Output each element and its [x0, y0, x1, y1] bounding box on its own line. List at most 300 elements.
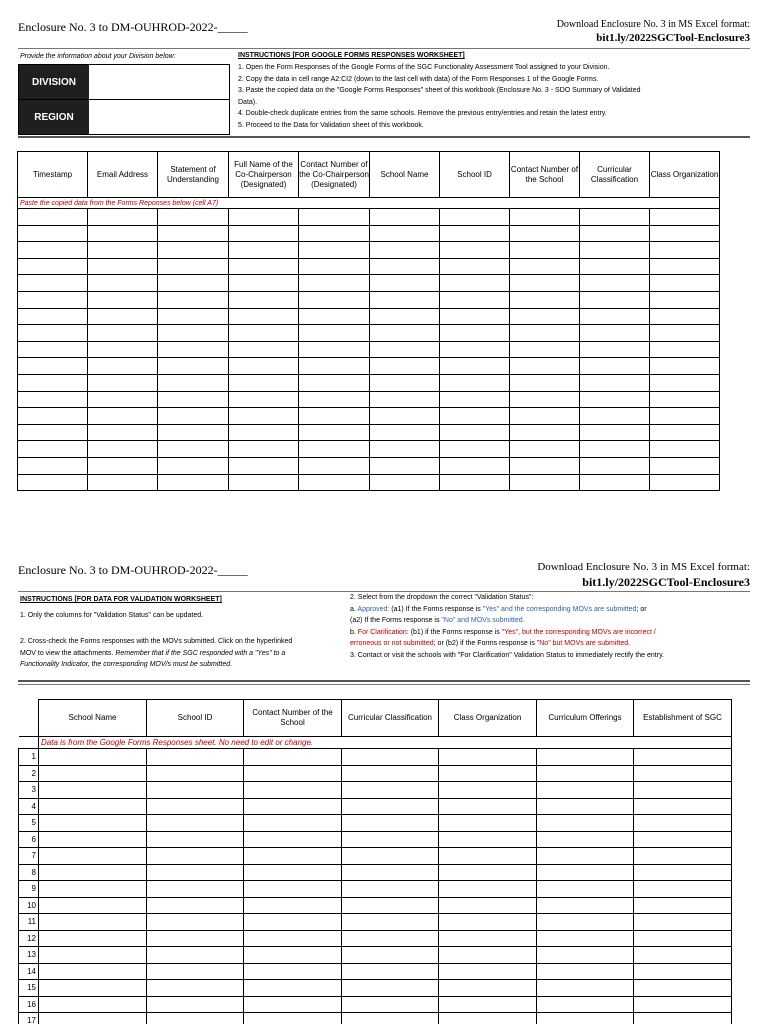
- table-cell[interactable]: [229, 209, 299, 226]
- table-cell[interactable]: [537, 996, 634, 1013]
- division-input[interactable]: [89, 65, 229, 99]
- table-cell[interactable]: [537, 848, 634, 865]
- table-cell[interactable]: [650, 291, 720, 308]
- table-cell[interactable]: [39, 980, 147, 997]
- table-cell[interactable]: [510, 474, 580, 491]
- table-cell[interactable]: [650, 225, 720, 242]
- table-cell[interactable]: [158, 424, 229, 441]
- table-cell[interactable]: [299, 291, 370, 308]
- table-cell[interactable]: [229, 225, 299, 242]
- table-cell[interactable]: [537, 798, 634, 815]
- table-cell[interactable]: [440, 441, 510, 458]
- table-cell[interactable]: [510, 341, 580, 358]
- table-cell[interactable]: [439, 782, 537, 799]
- table-cell[interactable]: [580, 341, 650, 358]
- table-cell[interactable]: [634, 864, 732, 881]
- table-cell[interactable]: [299, 441, 370, 458]
- table-cell[interactable]: [580, 291, 650, 308]
- table-cell[interactable]: [634, 914, 732, 931]
- table-cell[interactable]: [147, 914, 244, 931]
- table-cell[interactable]: [370, 225, 440, 242]
- table-cell[interactable]: [39, 914, 147, 931]
- table-cell[interactable]: [580, 474, 650, 491]
- table-cell[interactable]: [158, 341, 229, 358]
- region-input[interactable]: [89, 100, 229, 134]
- table-cell[interactable]: [18, 391, 88, 408]
- table-cell[interactable]: [299, 457, 370, 474]
- table-cell[interactable]: [244, 831, 342, 848]
- table-cell[interactable]: [244, 765, 342, 782]
- table-cell[interactable]: [229, 242, 299, 259]
- table-cell[interactable]: [440, 242, 510, 259]
- table-cell[interactable]: [537, 1013, 634, 1024]
- table-cell[interactable]: [634, 848, 732, 865]
- table-cell[interactable]: [650, 457, 720, 474]
- table-cell[interactable]: [229, 325, 299, 342]
- table-cell[interactable]: [158, 408, 229, 425]
- table-cell[interactable]: [88, 291, 158, 308]
- table-cell[interactable]: [440, 358, 510, 375]
- table-cell[interactable]: [510, 391, 580, 408]
- table-cell[interactable]: [18, 341, 88, 358]
- table-cell[interactable]: [370, 325, 440, 342]
- provide-info-label: Provide the information about your Division below:: [20, 53, 176, 60]
- table-cell[interactable]: [88, 209, 158, 226]
- table-cell[interactable]: [650, 258, 720, 275]
- table-cell[interactable]: [510, 457, 580, 474]
- table-cell[interactable]: [510, 358, 580, 375]
- table-cell[interactable]: [147, 749, 244, 766]
- table-cell[interactable]: [18, 325, 88, 342]
- table-cell[interactable]: [39, 765, 147, 782]
- table-cell[interactable]: [299, 408, 370, 425]
- table-cell[interactable]: [580, 391, 650, 408]
- table-cell[interactable]: [634, 996, 732, 1013]
- table-cell[interactable]: [634, 980, 732, 997]
- table-cell[interactable]: [158, 209, 229, 226]
- table-cell[interactable]: [88, 474, 158, 491]
- table-cell[interactable]: [439, 980, 537, 997]
- table-cell[interactable]: [537, 881, 634, 898]
- table-cell[interactable]: [39, 930, 147, 947]
- table-cell[interactable]: [440, 291, 510, 308]
- table-cell[interactable]: [440, 209, 510, 226]
- table-cell[interactable]: [537, 864, 634, 881]
- table-cell[interactable]: [580, 308, 650, 325]
- table-cell[interactable]: [88, 325, 158, 342]
- table-cell[interactable]: [510, 209, 580, 226]
- table-cell[interactable]: [510, 374, 580, 391]
- table-cell[interactable]: [18, 408, 88, 425]
- table-cell[interactable]: [510, 291, 580, 308]
- table-cell[interactable]: [158, 242, 229, 259]
- table-cell[interactable]: [650, 341, 720, 358]
- table-cell[interactable]: [147, 930, 244, 947]
- table-cell[interactable]: [580, 457, 650, 474]
- table-cell[interactable]: [510, 441, 580, 458]
- table-cell[interactable]: [537, 914, 634, 931]
- table-cell[interactable]: [439, 963, 537, 980]
- table-cell[interactable]: [229, 341, 299, 358]
- table-cell[interactable]: [342, 947, 439, 964]
- table-cell[interactable]: [342, 881, 439, 898]
- table-cell[interactable]: [147, 980, 244, 997]
- table-cell[interactable]: [88, 408, 158, 425]
- table-cell[interactable]: [158, 391, 229, 408]
- table-cell[interactable]: [88, 275, 158, 292]
- table-cell[interactable]: [370, 391, 440, 408]
- table-cell[interactable]: [580, 408, 650, 425]
- table-cell[interactable]: [39, 864, 147, 881]
- table-cell[interactable]: [634, 831, 732, 848]
- table-cell[interactable]: [342, 848, 439, 865]
- table-cell[interactable]: [299, 258, 370, 275]
- table-cell[interactable]: [299, 341, 370, 358]
- table-cell[interactable]: [580, 275, 650, 292]
- table-cell[interactable]: [370, 341, 440, 358]
- table-cell[interactable]: [88, 457, 158, 474]
- table-cell[interactable]: [580, 325, 650, 342]
- table-cell[interactable]: [147, 831, 244, 848]
- table-cell[interactable]: [510, 408, 580, 425]
- table-cell[interactable]: [244, 782, 342, 799]
- table-cell[interactable]: [229, 457, 299, 474]
- table-cell[interactable]: [342, 897, 439, 914]
- table-cell[interactable]: [39, 848, 147, 865]
- table-cell[interactable]: [158, 325, 229, 342]
- table-cell[interactable]: [147, 947, 244, 964]
- table-cell[interactable]: [147, 897, 244, 914]
- table-cell[interactable]: [229, 474, 299, 491]
- table-cell[interactable]: [370, 242, 440, 259]
- table-cell[interactable]: [440, 225, 510, 242]
- table-cell[interactable]: [158, 291, 229, 308]
- table-cell[interactable]: [158, 225, 229, 242]
- table-cell[interactable]: [18, 258, 88, 275]
- table-cell[interactable]: [244, 930, 342, 947]
- table-cell[interactable]: [244, 963, 342, 980]
- section1-download-link[interactable]: bit1.ly/2022SGCTool-Enclosure3: [596, 32, 750, 44]
- row-number: 11: [19, 914, 39, 931]
- table-cell[interactable]: [537, 765, 634, 782]
- table-cell[interactable]: [229, 275, 299, 292]
- table-cell[interactable]: [342, 815, 439, 832]
- table-cell[interactable]: [440, 308, 510, 325]
- table-cell[interactable]: [439, 848, 537, 865]
- table-cell[interactable]: [370, 408, 440, 425]
- table-cell[interactable]: [634, 749, 732, 766]
- table-cell[interactable]: [510, 225, 580, 242]
- table-cell[interactable]: [580, 225, 650, 242]
- table-cell[interactable]: [510, 308, 580, 325]
- table-cell[interactable]: [229, 291, 299, 308]
- table-cell[interactable]: [537, 980, 634, 997]
- table-cell[interactable]: [147, 881, 244, 898]
- table-cell[interactable]: [370, 441, 440, 458]
- table-cell[interactable]: [580, 358, 650, 375]
- table-cell[interactable]: [39, 798, 147, 815]
- table-cell[interactable]: [537, 782, 634, 799]
- table-cell[interactable]: [580, 374, 650, 391]
- table-cell[interactable]: [650, 408, 720, 425]
- table-cell[interactable]: [370, 258, 440, 275]
- table-cell[interactable]: [158, 358, 229, 375]
- table-cell[interactable]: [650, 424, 720, 441]
- table-cell[interactable]: [18, 275, 88, 292]
- table-cell[interactable]: [440, 424, 510, 441]
- table-cell[interactable]: [18, 291, 88, 308]
- table-cell[interactable]: [634, 815, 732, 832]
- table-cell[interactable]: [158, 275, 229, 292]
- table-cell[interactable]: [439, 947, 537, 964]
- table-cell[interactable]: [229, 258, 299, 275]
- table-cell[interactable]: [342, 765, 439, 782]
- table-cell[interactable]: [18, 242, 88, 259]
- table-cell[interactable]: [510, 275, 580, 292]
- table-cell[interactable]: [147, 815, 244, 832]
- table-cell[interactable]: [650, 275, 720, 292]
- table-cell[interactable]: [650, 308, 720, 325]
- table-cell[interactable]: [299, 358, 370, 375]
- table-cell[interactable]: [650, 441, 720, 458]
- table-cell[interactable]: [244, 914, 342, 931]
- table-cell[interactable]: [580, 258, 650, 275]
- table-row: [19, 782, 732, 799]
- table-cell[interactable]: [634, 765, 732, 782]
- table-cell[interactable]: [342, 980, 439, 997]
- table-cell[interactable]: [440, 258, 510, 275]
- table-cell[interactable]: [439, 831, 537, 848]
- table-cell[interactable]: [634, 1013, 732, 1024]
- table-cell[interactable]: [88, 225, 158, 242]
- table-cell[interactable]: [439, 815, 537, 832]
- table-cell[interactable]: [299, 424, 370, 441]
- section2-download-link[interactable]: bit1.ly/2022SGCTool-Enclosure3: [582, 575, 750, 589]
- table-cell[interactable]: [510, 258, 580, 275]
- table-cell[interactable]: [229, 408, 299, 425]
- table-cell[interactable]: [510, 242, 580, 259]
- table-cell[interactable]: [244, 881, 342, 898]
- table-cell[interactable]: [158, 474, 229, 491]
- table-cell[interactable]: [39, 897, 147, 914]
- table-cell[interactable]: [634, 881, 732, 898]
- table-cell[interactable]: [229, 391, 299, 408]
- table-cell[interactable]: [342, 798, 439, 815]
- table-cell[interactable]: [370, 474, 440, 491]
- table-cell[interactable]: [440, 341, 510, 358]
- table-cell[interactable]: [299, 325, 370, 342]
- table-cell[interactable]: [244, 815, 342, 832]
- table-cell[interactable]: [537, 963, 634, 980]
- table-cell[interactable]: [244, 947, 342, 964]
- table-cell[interactable]: [580, 441, 650, 458]
- table-cell[interactable]: [88, 441, 158, 458]
- table-cell[interactable]: [439, 914, 537, 931]
- table-cell[interactable]: [370, 209, 440, 226]
- column-header: Curriculum Offerings: [537, 700, 634, 737]
- table-cell[interactable]: [634, 798, 732, 815]
- table-cell[interactable]: [39, 815, 147, 832]
- table-cell[interactable]: [370, 358, 440, 375]
- table-cell[interactable]: [18, 424, 88, 441]
- table-cell[interactable]: [299, 225, 370, 242]
- row-number: 17: [19, 1013, 39, 1024]
- table-cell[interactable]: [244, 996, 342, 1013]
- table-cell[interactable]: [229, 374, 299, 391]
- table-cell[interactable]: [342, 782, 439, 799]
- table-cell[interactable]: [147, 782, 244, 799]
- table-cell[interactable]: [147, 765, 244, 782]
- table-cell[interactable]: [299, 391, 370, 408]
- table-cell[interactable]: [439, 897, 537, 914]
- table-cell[interactable]: [440, 325, 510, 342]
- table-cell[interactable]: [147, 996, 244, 1013]
- table-cell[interactable]: [370, 374, 440, 391]
- table-cell[interactable]: [299, 209, 370, 226]
- table-cell[interactable]: [158, 258, 229, 275]
- table-cell[interactable]: [299, 242, 370, 259]
- table-cell[interactable]: [244, 1013, 342, 1024]
- table-cell[interactable]: [537, 897, 634, 914]
- table-cell[interactable]: [158, 308, 229, 325]
- table-cell[interactable]: [39, 831, 147, 848]
- table-cell[interactable]: [440, 275, 510, 292]
- row-number: 16: [19, 996, 39, 1013]
- table-cell[interactable]: [580, 242, 650, 259]
- table-cell[interactable]: [439, 798, 537, 815]
- table-cell[interactable]: [244, 980, 342, 997]
- table-cell[interactable]: [650, 325, 720, 342]
- table-cell[interactable]: [342, 864, 439, 881]
- table-cell[interactable]: [342, 749, 439, 766]
- table-cell[interactable]: [299, 308, 370, 325]
- table-cell[interactable]: [158, 374, 229, 391]
- table-cell[interactable]: [580, 424, 650, 441]
- table-cell[interactable]: [18, 441, 88, 458]
- table-cell[interactable]: [88, 258, 158, 275]
- table-cell[interactable]: [299, 374, 370, 391]
- table-cell[interactable]: [18, 374, 88, 391]
- table-cell[interactable]: [439, 1013, 537, 1024]
- table-cell[interactable]: [18, 457, 88, 474]
- table-cell[interactable]: [634, 782, 732, 799]
- table-cell[interactable]: [439, 996, 537, 1013]
- table-cell[interactable]: [439, 864, 537, 881]
- table-cell[interactable]: [634, 930, 732, 947]
- table-cell[interactable]: [537, 815, 634, 832]
- table-cell[interactable]: [158, 457, 229, 474]
- table-cell[interactable]: [88, 358, 158, 375]
- table-cell[interactable]: [244, 848, 342, 865]
- table-cell[interactable]: [634, 897, 732, 914]
- table-cell[interactable]: [370, 457, 440, 474]
- table-cell[interactable]: [580, 209, 650, 226]
- table-cell[interactable]: [147, 963, 244, 980]
- table-row: [18, 374, 720, 391]
- table-cell[interactable]: [370, 291, 440, 308]
- table-cell[interactable]: [634, 947, 732, 964]
- table-cell[interactable]: [18, 308, 88, 325]
- table-cell[interactable]: [650, 374, 720, 391]
- table-cell[interactable]: [440, 391, 510, 408]
- table-cell[interactable]: [342, 1013, 439, 1024]
- table-cell[interactable]: [510, 325, 580, 342]
- table-cell[interactable]: [537, 749, 634, 766]
- table-cell[interactable]: [39, 881, 147, 898]
- table-cell[interactable]: [299, 474, 370, 491]
- table-cell[interactable]: [18, 209, 88, 226]
- table-cell[interactable]: [147, 798, 244, 815]
- table-cell[interactable]: [39, 782, 147, 799]
- table-cell[interactable]: [440, 374, 510, 391]
- table-cell[interactable]: [147, 864, 244, 881]
- table-cell[interactable]: [650, 209, 720, 226]
- table-cell[interactable]: [229, 308, 299, 325]
- table-cell[interactable]: [342, 996, 439, 1013]
- table-cell[interactable]: [39, 996, 147, 1013]
- table-cell[interactable]: [244, 798, 342, 815]
- table-cell[interactable]: [229, 424, 299, 441]
- table-cell[interactable]: [158, 441, 229, 458]
- table-cell[interactable]: [370, 275, 440, 292]
- table-cell[interactable]: [39, 947, 147, 964]
- table-cell[interactable]: [244, 864, 342, 881]
- table-cell[interactable]: [147, 1013, 244, 1024]
- table-cell[interactable]: [229, 358, 299, 375]
- table-cell[interactable]: [439, 749, 537, 766]
- table-cell[interactable]: [342, 831, 439, 848]
- table-cell[interactable]: [440, 474, 510, 491]
- table-cell[interactable]: [88, 341, 158, 358]
- table-cell[interactable]: [39, 749, 147, 766]
- table-cell[interactable]: [650, 242, 720, 259]
- table-cell[interactable]: [650, 358, 720, 375]
- table-cell[interactable]: [439, 930, 537, 947]
- table-cell[interactable]: [18, 225, 88, 242]
- table-cell[interactable]: [650, 474, 720, 491]
- table-cell[interactable]: [370, 424, 440, 441]
- table-cell[interactable]: [370, 308, 440, 325]
- table-cell[interactable]: [88, 424, 158, 441]
- table-cell[interactable]: [440, 408, 510, 425]
- table-cell[interactable]: [510, 424, 580, 441]
- table-cell[interactable]: [537, 947, 634, 964]
- table-cell[interactable]: [39, 963, 147, 980]
- table-cell[interactable]: [88, 391, 158, 408]
- table-cell[interactable]: [342, 930, 439, 947]
- table-cell[interactable]: [244, 749, 342, 766]
- table-cell[interactable]: [244, 897, 342, 914]
- table-cell[interactable]: [634, 963, 732, 980]
- table-cell[interactable]: [439, 765, 537, 782]
- table-cell[interactable]: [439, 881, 537, 898]
- table-cell[interactable]: [342, 963, 439, 980]
- table-cell[interactable]: [537, 831, 634, 848]
- table-cell[interactable]: [440, 457, 510, 474]
- table-cell[interactable]: [88, 374, 158, 391]
- table-cell[interactable]: [18, 358, 88, 375]
- table-cell[interactable]: [299, 275, 370, 292]
- table-cell[interactable]: [537, 930, 634, 947]
- table-cell[interactable]: [229, 441, 299, 458]
- table-cell[interactable]: [650, 391, 720, 408]
- table-cell[interactable]: [39, 1013, 147, 1024]
- table-cell[interactable]: [18, 474, 88, 491]
- table-cell[interactable]: [88, 242, 158, 259]
- table-cell[interactable]: [342, 914, 439, 931]
- table-cell[interactable]: [88, 308, 158, 325]
- table-cell[interactable]: [147, 848, 244, 865]
